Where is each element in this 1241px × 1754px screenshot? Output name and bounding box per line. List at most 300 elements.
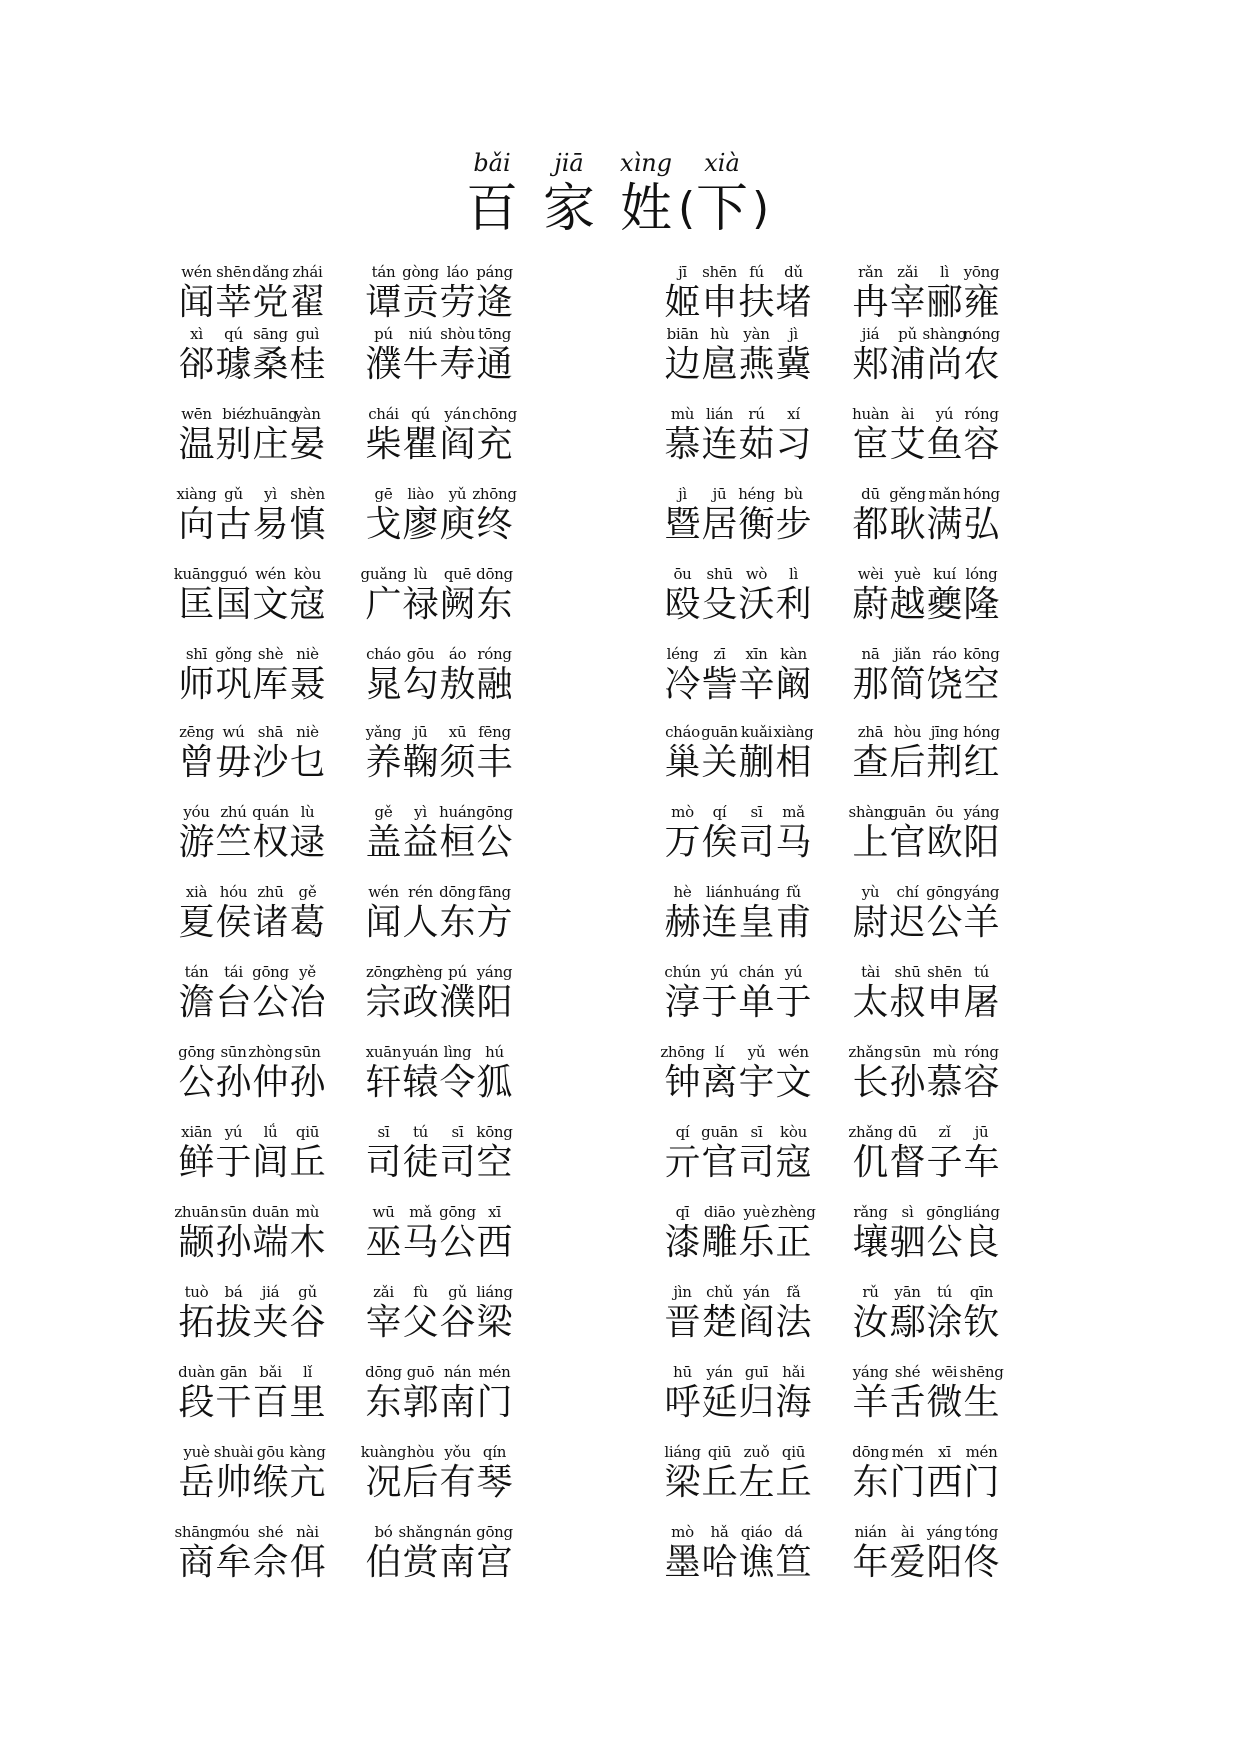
pinyin: yuán <box>402 1043 439 1061</box>
pinyin: yàn <box>294 405 321 423</box>
pinyin: yú <box>224 1123 243 1141</box>
pinyin: bá <box>224 1283 243 1301</box>
pinyin: tán <box>184 963 209 981</box>
pinyin: guān <box>701 1123 738 1141</box>
hanzi: 涂 <box>926 1302 963 1343</box>
pinyin: áo <box>448 645 467 663</box>
hanzi: 文 <box>252 584 289 625</box>
pinyin: fù <box>413 1283 428 1301</box>
pinyin: zhuāng <box>243 405 298 423</box>
pinyin: kàng <box>289 1443 326 1461</box>
surname-group <box>365 722 525 794</box>
hanzi: 申 <box>701 282 738 323</box>
pinyin: shàng <box>922 325 967 343</box>
hanzi: 宰 <box>889 282 926 323</box>
hanzi: 亢 <box>289 1462 326 1503</box>
pinyin: mén <box>478 1363 511 1381</box>
pinyin: xī <box>938 1443 951 1461</box>
hanzi: 农 <box>963 344 1000 385</box>
pinyin: wū <box>372 1203 395 1221</box>
pinyin: jiá <box>861 325 880 343</box>
hanzi: 墨 <box>664 1542 701 1583</box>
pinyin: róng <box>964 1043 999 1061</box>
hanzi: 容 <box>963 424 1000 465</box>
surname-char <box>472 404 517 476</box>
surname-group <box>365 882 525 954</box>
hanzi: 雕 <box>701 1222 738 1263</box>
surname-group <box>852 882 1012 954</box>
surname-char <box>771 1202 816 1274</box>
pinyin: yì <box>414 803 427 821</box>
pinyin: guō <box>406 1363 435 1381</box>
hanzi: 艾 <box>889 424 926 465</box>
hanzi: 桑 <box>252 344 289 385</box>
surname-char <box>963 1202 1000 1274</box>
hanzi: 禄 <box>402 584 439 625</box>
hanzi: 燕 <box>738 344 775 385</box>
surname-char <box>963 882 1000 954</box>
pinyin: yǒu <box>444 1443 471 1461</box>
pinyin: chōng <box>472 405 517 423</box>
surname-char <box>963 962 1000 1034</box>
pinyin: zhèng <box>771 1203 816 1221</box>
pinyin: wò <box>745 565 768 583</box>
pinyin: yǔ <box>747 1043 766 1061</box>
hanzi: 门 <box>889 1462 926 1503</box>
surname-char <box>963 1122 1000 1194</box>
hanzi: 孙 <box>215 1062 252 1103</box>
hanzi: 习 <box>775 424 812 465</box>
title-char <box>606 148 686 240</box>
pinyin: xiān <box>181 1123 212 1141</box>
hanzi: 雍 <box>963 282 1000 323</box>
surname-char <box>476 1362 513 1434</box>
pinyin: zhōng <box>472 485 517 503</box>
pinyin: hóng <box>963 485 1000 503</box>
hanzi: 温 <box>178 424 215 465</box>
surname-char <box>775 962 812 1034</box>
surname-row <box>0 962 1241 1034</box>
pinyin: tài <box>861 963 880 981</box>
pinyin: chǔ <box>706 1283 733 1301</box>
pinyin: léng <box>666 645 699 663</box>
surname-char <box>476 1122 513 1194</box>
pinyin: hù <box>710 325 729 343</box>
hanzi: 钦 <box>963 1302 1000 1343</box>
hanzi: 勾 <box>402 664 439 705</box>
hanzi: 爱 <box>889 1542 926 1583</box>
surname-char <box>289 404 326 476</box>
hanzi: 徒 <box>402 1142 439 1183</box>
hanzi: 台 <box>215 982 252 1023</box>
surname-group <box>852 324 1012 396</box>
hanzi: 堵 <box>775 282 812 323</box>
hanzi: 尉 <box>852 902 889 943</box>
surname-group <box>664 722 824 794</box>
hanzi: 亓 <box>664 1142 701 1183</box>
pinyin: mén <box>891 1443 924 1461</box>
pinyin: zhái <box>292 263 323 281</box>
pinyin: shè <box>257 645 284 663</box>
pinyin: shū <box>894 963 921 981</box>
surname-group <box>852 644 1012 716</box>
hanzi: 欧 <box>926 822 963 863</box>
hanzi: 相 <box>775 742 812 783</box>
pinyin: guī <box>744 1363 769 1381</box>
surname-group <box>178 1362 338 1434</box>
hanzi: 牛 <box>402 344 439 385</box>
surname-char <box>476 1522 513 1594</box>
surname-char <box>775 1282 812 1354</box>
hanzi: 那 <box>852 664 889 705</box>
hanzi: 訾 <box>701 664 738 705</box>
pinyin: zǎi <box>373 1283 394 1301</box>
hanzi: 越 <box>889 584 926 625</box>
pinyin: gōng <box>926 883 963 901</box>
hanzi: 葛 <box>289 902 326 943</box>
surname-group <box>365 1042 525 1114</box>
hanzi: 阳 <box>963 822 1000 863</box>
pinyin: dá <box>784 1523 803 1541</box>
pinyin: sī <box>451 1123 464 1141</box>
pinyin: yú <box>935 405 954 423</box>
pinyin: ōu <box>673 565 692 583</box>
pinyin: quē <box>443 565 472 583</box>
hanzi: 公 <box>439 1222 476 1263</box>
hanzi: 车 <box>963 1142 1000 1183</box>
pinyin: jī <box>678 263 687 281</box>
hanzi: 扶 <box>738 282 775 323</box>
hanzi: 宰 <box>365 1302 402 1343</box>
pinyin: móu <box>217 1523 250 1541</box>
hanzi: 呼 <box>664 1382 701 1423</box>
pinyin: shēn <box>216 263 251 281</box>
surname-char <box>963 644 1000 716</box>
pinyin: lián <box>706 405 733 423</box>
hanzi: 年 <box>852 1542 889 1583</box>
hanzi: 于 <box>775 982 812 1023</box>
surname-group <box>178 324 338 396</box>
pinyin: mù <box>295 1203 320 1221</box>
surname-char <box>476 962 513 1034</box>
hanzi: 赏 <box>402 1542 439 1583</box>
pinyin: dōng <box>476 565 513 583</box>
surname-group <box>664 484 824 556</box>
hanzi: 甫 <box>775 902 812 943</box>
surname-group <box>360 1442 525 1514</box>
hanzi: 马 <box>775 822 812 863</box>
title-hanzi: 家 <box>542 179 595 239</box>
surname-group <box>174 1522 338 1594</box>
pinyin: qí <box>712 803 727 821</box>
hanzi: 左 <box>738 1462 775 1503</box>
hanzi: 仉 <box>852 1142 889 1183</box>
hanzi: 段 <box>178 1382 215 1423</box>
hanzi: 逄 <box>476 282 513 323</box>
hanzi: 鱼 <box>926 424 963 465</box>
pinyin: guān <box>889 803 926 821</box>
surname-group <box>852 1202 1012 1274</box>
surname-char <box>289 1042 326 1114</box>
hanzi: 敖 <box>439 664 476 705</box>
hanzi: 游 <box>178 822 215 863</box>
surname-row <box>0 1522 1241 1594</box>
hanzi: 舌 <box>889 1382 926 1423</box>
pinyin: liào <box>407 485 434 503</box>
pinyin: liáng <box>476 1283 513 1301</box>
surname-group <box>852 564 1012 636</box>
hanzi: 闻 <box>178 282 215 323</box>
hanzi: 别 <box>215 424 252 465</box>
pinyin: gān <box>219 1363 248 1381</box>
pinyin: yǔ <box>448 485 467 503</box>
pinyin: huàn <box>852 405 889 423</box>
hanzi: 郦 <box>926 282 963 323</box>
surname-char <box>963 564 1000 636</box>
hanzi: 皇 <box>738 902 775 943</box>
pinyin: kōng <box>963 645 1000 663</box>
hanzi: 阎 <box>738 1302 775 1343</box>
surname-char <box>775 802 812 874</box>
pinyin: hú <box>485 1043 504 1061</box>
pinyin: zhèng <box>398 963 443 981</box>
pinyin: ài <box>900 405 915 423</box>
hanzi: 南 <box>439 1542 476 1583</box>
hanzi: 冉 <box>852 282 889 323</box>
surname-group <box>178 962 338 1034</box>
pinyin: dōng <box>852 1443 889 1461</box>
hanzi: 申 <box>926 982 963 1023</box>
pinyin: tuò <box>184 1283 209 1301</box>
surname-char <box>775 722 812 794</box>
hanzi: 端 <box>252 1222 289 1263</box>
surname-char <box>476 644 513 716</box>
title-char <box>682 148 762 240</box>
pinyin: gē <box>374 485 393 503</box>
surname-group <box>365 1282 525 1354</box>
pinyin: niè <box>296 723 319 741</box>
hanzi: 官 <box>701 1142 738 1183</box>
pinyin: shāng <box>174 1523 219 1541</box>
hanzi: 马 <box>402 1222 439 1263</box>
hanzi: 闻 <box>365 902 402 943</box>
hanzi: 谭 <box>365 282 402 323</box>
hanzi: 哈 <box>701 1542 738 1583</box>
surname-group <box>178 802 338 874</box>
pinyin: qí <box>675 1123 690 1141</box>
hanzi: 空 <box>963 664 1000 705</box>
hanzi: 督 <box>889 1142 926 1183</box>
surname-group <box>664 802 824 874</box>
pinyin: gǒng <box>215 645 252 663</box>
pinyin: héng <box>738 485 775 503</box>
hanzi: 梁 <box>664 1462 701 1503</box>
surname-group <box>664 1202 824 1274</box>
pinyin: wēi <box>931 1363 958 1381</box>
surname-char <box>476 324 513 396</box>
hanzi: 寇 <box>775 1142 812 1183</box>
pinyin: yān <box>894 1283 921 1301</box>
surname-group <box>852 1282 1012 1354</box>
surname-char <box>289 722 326 794</box>
hanzi: 蒯 <box>738 742 775 783</box>
hanzi: 冀 <box>775 344 812 385</box>
surname-char <box>775 882 812 954</box>
surname-group <box>365 802 525 874</box>
title-char <box>529 148 609 240</box>
pinyin: cháo <box>665 723 700 741</box>
hanzi: 孙 <box>215 1222 252 1263</box>
hanzi: 丰 <box>476 742 513 783</box>
pinyin: fāng <box>478 883 511 901</box>
hanzi: 佟 <box>963 1542 1000 1583</box>
surname-char <box>289 1362 326 1434</box>
pinyin: dōng <box>365 1363 402 1381</box>
hanzi: 上 <box>852 822 889 863</box>
surname-row <box>0 882 1241 954</box>
surname-group <box>178 1122 338 1194</box>
pinyin: qín <box>482 1443 507 1461</box>
hanzi: 生 <box>963 1382 1000 1423</box>
hanzi: 向 <box>178 504 215 545</box>
surname-row <box>0 722 1241 794</box>
pinyin: gǔ <box>224 485 243 503</box>
pinyin: dǔ <box>784 263 803 281</box>
surname-char <box>289 324 326 396</box>
hanzi: 佴 <box>289 1542 326 1583</box>
hanzi: 乐 <box>738 1222 775 1263</box>
hanzi: 宇 <box>738 1062 775 1103</box>
pinyin: yuè <box>183 1443 210 1461</box>
pinyin: qiū <box>295 1123 320 1141</box>
hanzi: 赫 <box>664 902 701 943</box>
surname-group <box>664 564 824 636</box>
hanzi: 都 <box>852 504 889 545</box>
surname-char <box>775 1362 812 1434</box>
pinyin: wén <box>368 883 399 901</box>
surname-char <box>959 1362 1004 1434</box>
title-pinyin: jiā <box>554 149 584 177</box>
hanzi: 空 <box>476 1142 513 1183</box>
pinyin: mǎ <box>782 803 805 821</box>
pinyin: kuǎi <box>740 723 773 741</box>
hanzi: 庄 <box>252 424 289 465</box>
pinyin: xuān <box>365 1043 402 1061</box>
title-pinyin: xià <box>704 149 740 177</box>
title-hanzi: 姓 <box>619 179 672 239</box>
title-char <box>452 148 532 240</box>
hanzi: 沙 <box>252 742 289 783</box>
surname-group <box>365 1122 525 1194</box>
hanzi: 阚 <box>775 664 812 705</box>
hanzi: 浦 <box>889 344 926 385</box>
hanzi: 正 <box>775 1222 812 1263</box>
hanzi: 方 <box>476 902 513 943</box>
hanzi: 法 <box>775 1302 812 1343</box>
pinyin: bó <box>374 1523 393 1541</box>
hanzi: 晁 <box>365 664 402 705</box>
pinyin: jū <box>413 723 428 741</box>
pinyin: liáng <box>664 1443 701 1461</box>
pinyin: gě <box>298 883 317 901</box>
surname-group <box>852 404 1012 476</box>
hanzi: 晋 <box>664 1302 701 1343</box>
hanzi: 诸 <box>252 902 289 943</box>
hanzi: 后 <box>402 1462 439 1503</box>
surname-char <box>775 1442 812 1514</box>
hanzi: 查 <box>852 742 889 783</box>
hanzi: 简 <box>889 664 926 705</box>
hanzi: 佘 <box>252 1542 289 1583</box>
pinyin: dōng <box>439 883 476 901</box>
hanzi: 丘 <box>289 1142 326 1183</box>
hanzi: 商 <box>178 1542 215 1583</box>
pinyin: mù <box>670 405 695 423</box>
hanzi: 缑 <box>252 1462 289 1503</box>
pinyin: zhòng <box>248 1043 293 1061</box>
surname-char <box>476 1442 513 1514</box>
hanzi: 孙 <box>289 1062 326 1103</box>
hanzi: 笪 <box>775 1542 812 1583</box>
hanzi: 饶 <box>926 664 963 705</box>
hanzi: 扈 <box>701 344 738 385</box>
hanzi: 曾 <box>178 742 215 783</box>
pinyin: yán <box>743 1283 770 1301</box>
surname-char <box>476 564 513 636</box>
hanzi: 政 <box>402 982 439 1023</box>
surname-group <box>174 1202 338 1274</box>
hanzi: 鄢 <box>889 1302 926 1343</box>
pinyin: jì <box>678 485 687 503</box>
pinyin: qiū <box>707 1443 732 1461</box>
hanzi: 楚 <box>701 1302 738 1343</box>
pinyin: yàn <box>743 325 770 343</box>
hanzi: 屠 <box>963 982 1000 1023</box>
surname-row <box>0 1122 1241 1194</box>
surname-char <box>963 404 1000 476</box>
hanzi: 晏 <box>289 424 326 465</box>
pinyin: jū <box>974 1123 989 1141</box>
pinyin: yú <box>784 963 803 981</box>
surname-char <box>476 882 513 954</box>
hanzi: 廖 <box>402 504 439 545</box>
title-pinyin: bǎi <box>473 149 511 177</box>
pinyin: sī <box>377 1123 390 1141</box>
hanzi: 司 <box>439 1142 476 1183</box>
surname-group <box>365 1362 525 1434</box>
hanzi: 满 <box>926 504 963 545</box>
pinyin: shēn <box>702 263 737 281</box>
pinyin: zhǎng <box>848 1123 893 1141</box>
hanzi: 乜 <box>289 742 326 783</box>
hanzi: 父 <box>402 1302 439 1343</box>
pinyin: hóu <box>219 883 248 901</box>
pinyin: guì <box>295 325 320 343</box>
hanzi: 柴 <box>365 424 402 465</box>
pinyin: qiáo <box>740 1523 773 1541</box>
hanzi: 丘 <box>775 1462 812 1503</box>
hanzi: 司 <box>738 1142 775 1183</box>
surname-group <box>664 1522 824 1594</box>
hanzi: 淳 <box>664 982 701 1023</box>
hanzi: 帅 <box>215 1462 252 1503</box>
hanzi: 钟 <box>664 1062 701 1103</box>
hanzi: 南 <box>439 1382 476 1423</box>
pinyin: zhuān <box>174 1203 219 1221</box>
pinyin: kuàng <box>360 1443 407 1461</box>
surname-row <box>0 1282 1241 1354</box>
pinyin: róng <box>477 645 512 663</box>
